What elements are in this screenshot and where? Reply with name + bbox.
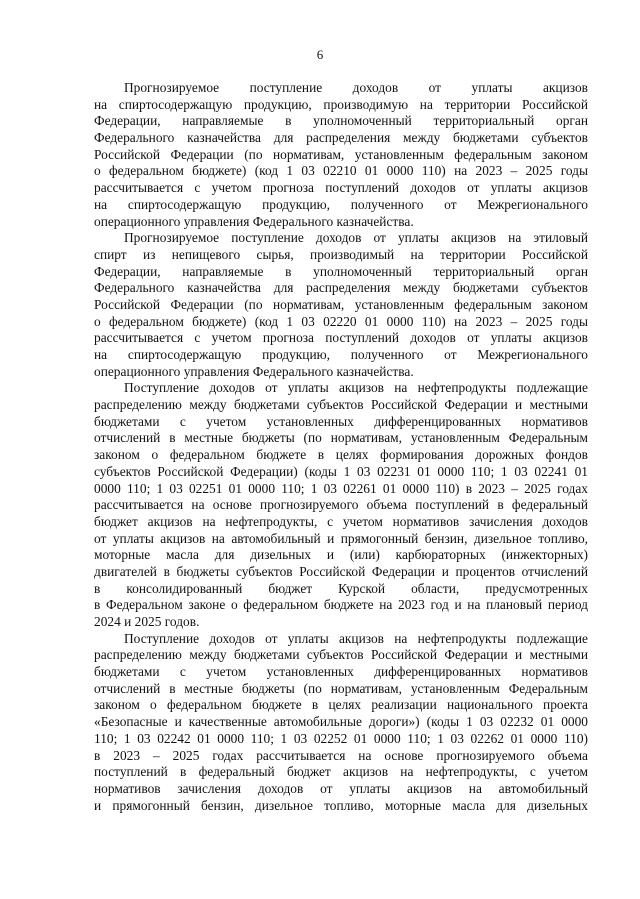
paragraph — [94, 230, 588, 380]
text-line: на спиртосодержащую продукцию, полученного от Межрегионального — [94, 196, 588, 212]
text-line: отчислений в местные бюджеты (по нормативам, установленным Федеральным — [94, 680, 588, 696]
text-line: Поступление доходов от уплаты акцизов на нефтепродукты подлежащие — [124, 630, 588, 646]
document-body — [94, 80, 588, 814]
text-line: о федеральном бюджете) (код 1 03 02220 01 0000 110) на 2023 – 2025 годы — [94, 313, 588, 329]
paragraph — [94, 80, 588, 230]
text-line: на спиртосодержащую продукцию, полученного от Межрегионального — [94, 347, 588, 362]
text-line: бюджет акцизов на нефтепродукты, с учетом нормативов зачисления доходов — [94, 513, 588, 529]
text-line: и прямогонный бензин, дизельное топливо, моторные масла для дизельных — [94, 797, 588, 813]
text-line: распределению между бюджетами субъектов Российской Федерации и местными — [94, 397, 588, 413]
text-line: 2024 и 2025 годов. — [94, 614, 200, 629]
text-line: Федерального казначейства для распределения между бюджетами субъектов — [94, 130, 588, 146]
page-number: 6 — [316, 47, 324, 62]
text-line: Прогнозируемое поступление доходов от уплаты акцизов на этиловый — [124, 230, 588, 246]
text-line: Российской Федерации (по нормативам, установленным федеральным законом — [94, 296, 588, 312]
text-line: рассчитывается на основе прогнозируемого объема поступлений в федеральный — [94, 497, 588, 513]
text-line: Федерального казначейства для распределения между бюджетами субъектов — [94, 280, 588, 296]
text-line: субъектов Российской Федерации) (коды 1 03 02231 01 0000 110; 1 03 02241 01 — [94, 463, 588, 479]
text-line: на спиртосодержащую продукцию, производимую на территории Российской — [94, 96, 588, 112]
text-line: Российской Федерации (по нормативам, установленным федеральным законом — [94, 146, 588, 162]
text-line: в 2023 – 2025 годах рассчитывается на основе прогнозируемого объема — [94, 747, 588, 763]
text-line: операционного управления Федерального казначейства. — [94, 363, 414, 379]
text-line: бюджетами с учетом установленных дифференцированных нормативов — [94, 413, 588, 429]
text-line: от уплаты акцизов на автомобильный и прямогонный бензин, дизельное топливо, — [94, 530, 588, 546]
text-line: в Федеральном законе о федеральном бюджете на 2023 год и на плановый период — [94, 597, 588, 613]
text-line: «Безопасные и качественные автомобильные дороги») (коды 1 03 02232 01 0000 — [94, 714, 588, 730]
text-line: законом о федеральном бюджете в целях реализации национального проекта — [94, 697, 588, 713]
text-line: нормативов зачисления доходов от уплаты акцизов на автомобильный — [94, 780, 588, 796]
text-line: Поступление доходов от уплаты акцизов на нефтепродукты подлежащие — [124, 380, 588, 396]
text-line: операционного управления Федерального казначейства. — [94, 213, 414, 229]
text-line: Прогнозируемое поступление доходов от уплаты акцизов — [124, 80, 588, 95]
text-line: отчислений в местные бюджеты (по нормативам, установленным Федеральным — [94, 430, 588, 446]
text-line: поступлений в федеральный бюджет акцизов на нефтепродукты, с учетом — [94, 764, 588, 780]
text-line: Федерации, направляемые в уполномоченный территориальный орган — [94, 263, 588, 279]
paragraph — [94, 380, 588, 630]
text-line: 110; 1 03 02242 01 0000 110; 1 03 02252 01 0000 110; 1 03 02262 01 0000 110) — [94, 730, 588, 746]
text-line: Федерации, направляемые в уполномоченный территориальный орган — [94, 113, 588, 129]
text-line: рассчитывается с учетом прогноза поступлений доходов от уплаты акцизов — [94, 180, 588, 196]
text-line: моторные масла для дизельных и (или) карбюраторных (инжекторных) — [94, 547, 588, 563]
text-line: 0000 110; 1 03 02251 01 0000 110; 1 03 02261 01 0000 110) в 2023 – 2025 годах — [94, 480, 588, 496]
text-line: в консолидированный бюджет Курской области, предусмотренных — [94, 580, 588, 596]
paragraph — [94, 631, 588, 815]
text-line: о федеральном бюджете) (код 1 03 02210 01 0000 110) на 2023 – 2025 годы — [94, 163, 588, 179]
text-line: бюджетами с учетом установленных дифференцированных нормативов — [94, 664, 588, 680]
text-line: двигателей в бюджеты субъектов Российской Федерации и процентов отчислений — [94, 563, 588, 579]
text-line: законом о федеральном бюджете в целях формирования дорожных фондов — [94, 447, 588, 463]
text-line: спирт из непищевого сырья, производимый на территории Российской — [94, 246, 588, 262]
text-line: рассчитывается с учетом прогноза поступлений доходов от уплаты акцизов — [94, 330, 588, 346]
text-line: распределению между бюджетами субъектов Российской Федерации и местными — [94, 647, 588, 663]
